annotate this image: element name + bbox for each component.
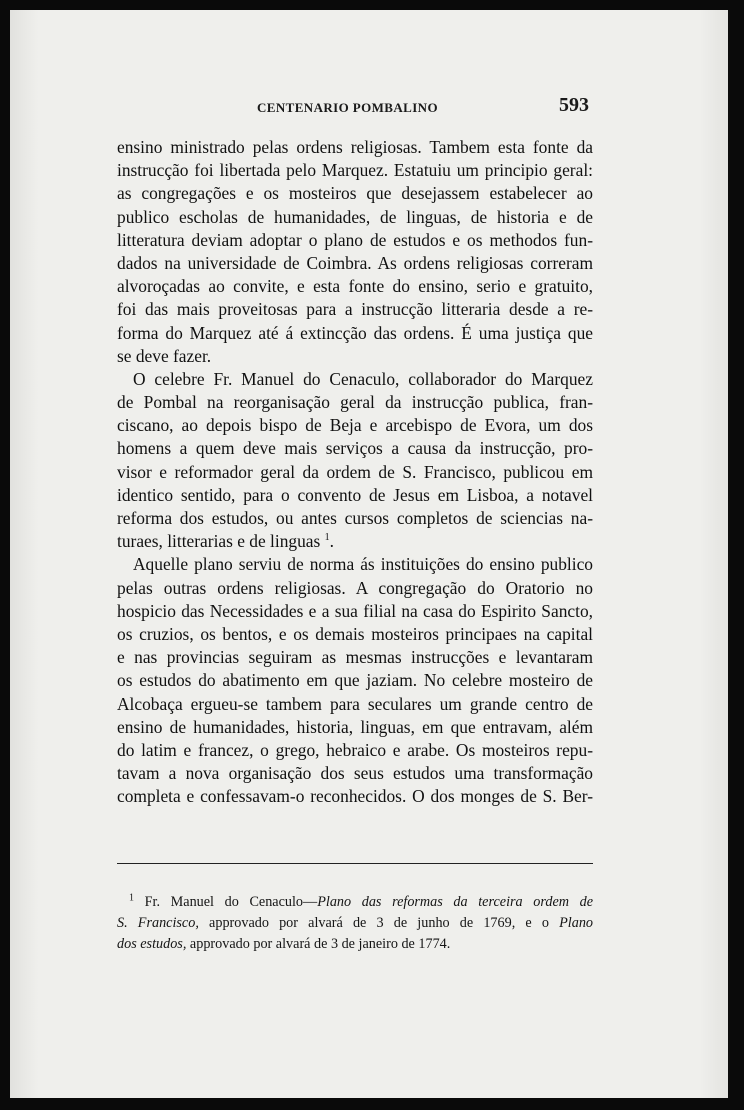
text-line: turaes, litterarias e de linguas xyxy=(117,531,321,552)
text-line: identico sentido, para o convento de Jesus em Lisboa, a notavel xyxy=(117,484,593,505)
text-line: dados na universidade de Coimbra. As ordens religiosas correram xyxy=(117,252,593,273)
text-line: homens a quem deve mais serviços a causa da instrucção, pro- xyxy=(117,438,593,459)
text-line: completa e confessavam-o reconhecidos. O dos monges de S. Ber- xyxy=(117,786,593,807)
text-line: instrucção foi libertada pelo Marquez. Estatuiu um principio geral: xyxy=(117,160,593,181)
footnote-line xyxy=(117,913,593,934)
text-line: foi das mais proveitosas para a instrucção litteraria desde a re- xyxy=(117,299,593,320)
footnote-marker: 1 xyxy=(129,892,134,904)
text-line: reforma dos estudos, ou antes cursos completos de sciencias na- xyxy=(117,508,593,528)
footnote-title: dos estudos, xyxy=(117,936,187,952)
text-line: e nas provincias seguiram as mesmas instrucções e levantaram xyxy=(117,647,593,668)
footnote-divider xyxy=(117,863,593,864)
footnote xyxy=(117,892,593,955)
text-line: hospicio das Necessidades e a sua filial na casa do Espirito Sancto, xyxy=(117,600,593,621)
running-title: CENTENARIO POMBALINO xyxy=(257,100,438,115)
text-line: alvoroçadas ao convite, e esta fonte do ensino, serio e gratuito, xyxy=(117,276,593,297)
text-line: se deve fazer. xyxy=(117,345,212,366)
footnote-text: approvado por alvará de 3 de junho de 1769, e o xyxy=(209,915,549,931)
text-line: pelas outras ordens religiosas. A congregação do Oratorio no xyxy=(117,577,593,598)
text-line: de Pombal na reorganisação geral da instrucção publica, fran- xyxy=(117,392,593,413)
footnote-title: S. Francisco, xyxy=(117,915,199,931)
text-line-with-footnote-ref xyxy=(117,530,593,553)
text-line: ensino de humanidades, historia, linguas, em que entravam, além xyxy=(117,716,593,737)
footnote-title: Plano xyxy=(559,915,593,931)
text-line: os estudos do abatimento em que jaziam. No celebre mosteiro de xyxy=(117,670,593,691)
text-line: Alcobaça ergueu-se tambem para seculares um grande centro de xyxy=(117,693,593,714)
book-page xyxy=(10,10,728,1098)
text-line: publico escholas de humanidades, de linguas, de historia e de xyxy=(117,206,593,227)
footnote-text: approvado por alvará de 3 de janeiro de 1774. xyxy=(189,936,451,952)
text-line: tavam a nova organisação dos seus estudos uma transformação xyxy=(117,763,593,784)
footnote-line xyxy=(117,934,593,955)
text-line: visor e reformador geral da ordem de S. Francisco, publicou em xyxy=(117,461,593,482)
text-line: ciscano, ao depois bispo de Beja e arcebispo de Evora, um dos xyxy=(117,415,593,436)
text-line: ensino ministrado pelas ordens religiosas. Tambem esta fonte da xyxy=(117,137,593,157)
text-line: O celebre Fr. Manuel do Cenaculo, collaborador do Marquez xyxy=(133,368,593,389)
footnote-line xyxy=(117,892,593,913)
text-line: as congregações e os mosteiros que desejassem estabelecer ao xyxy=(117,183,593,204)
body-text xyxy=(117,136,593,808)
text-line: forma do Marquez até á extincção das ordens. É uma justiça que xyxy=(117,322,593,343)
footnote-reference[interactable]: 1 xyxy=(324,532,330,544)
footnote-author: Fr. Manuel do Cenaculo— xyxy=(144,894,318,910)
text-line: litteratura deviam adoptar o plano de estudos e os methodos fun- xyxy=(117,229,593,250)
footnote-title: Plano das reformas da terceira ordem de xyxy=(317,894,593,910)
page-number: 593 xyxy=(559,94,589,116)
text-line: os cruzios, os bentos, e os demais mosteiros principaes na capital xyxy=(117,623,593,644)
text-line: Aquelle plano serviu de norma ás instituições do ensino publico xyxy=(133,554,593,575)
footnote-reference-period: . xyxy=(329,531,335,552)
text-line: do latim e francez, o grego, hebraico e arabe. Os mosteiros repu- xyxy=(117,739,593,760)
